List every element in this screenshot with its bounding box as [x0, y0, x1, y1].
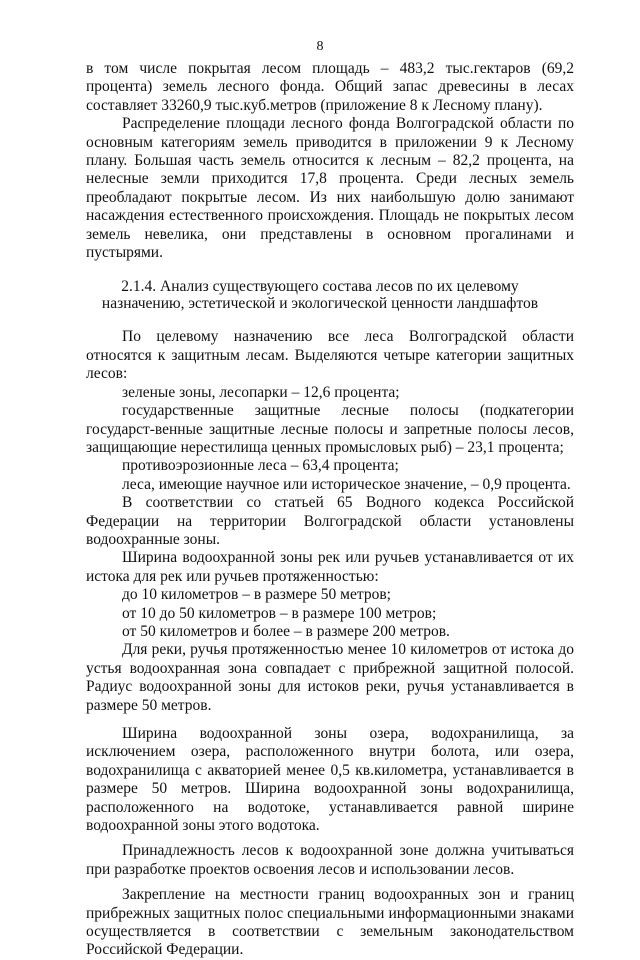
paragraph: По целевому назначению все леса Волгоградской области относятся к защитным лесам. Выделяются четыре категории защитных лесов: [86, 328, 574, 383]
paragraph: Для реки, ручья протяженностью менее 10 километров от истока до устья водоохранная зона совпадает с прибрежной защитной полосой. Радиус водоохранной зоны для истоков реки, ручья устанавливается в размере 50 метров. [86, 641, 574, 714]
paragraph: Ширина водоохранной зоны озера, водохранилища, за исключением озера, расположенного внутри болота, или озера, водохранилища с акваторией менее 0,5 кв.километра, устанавливается в размере 50 метров. Ширина водоохранной зоны водохранилища, расположенного на водотоке, устанавливается равной ширине водоохранной зоны этого водотока. [86, 725, 574, 835]
document-body [86, 60, 574, 960]
list-item: от 10 до 50 километров – в размере 100 метров; [122, 604, 437, 622]
list-item: леса, имеющие научное или историческое значение, – 0,9 процента. [122, 475, 571, 493]
section-heading: 2.1.4. Анализ существующего состава лесов по их целевому назначению, эстетической и экологической ценности ландшафтов [101, 278, 539, 313]
paragraph: Принадлежность лесов к водоохранной зоне должна учитываться при разработке проектов освоения лесов и использовании лесов. [86, 842, 574, 878]
paragraph: Закрепление на местности границ водоохранных зон и границ прибрежных защитных полос специальными информационными знаками осуществляется в соответствии с земельным законодательством Российской Федерации. [86, 886, 574, 959]
paragraph: В соответствии со статьей 65 Водного кодекса Российской Федерации на территории Волгоградской области установлены водоохранные зоны. [86, 494, 574, 548]
list-item: государственные защитные лесные полосы (подкатегории государст-венные защитные лесные полосы и запретные полосы лесов, защищающие нерестилища ценных промысловых рыб) – 23,1 процента; [86, 402, 574, 456]
paragraph: в том числе покрытая лесом площадь – 483,2 тыс.гектаров (69,2 процента) земель лесного фонда. Общий запас древесины в лесах составляет 33260,9 тыс.куб.метров (приложение 8 к Лесному плану). [86, 60, 574, 114]
list-item: зеленые зоны, лесопарки – 12,6 процента; [122, 383, 400, 401]
paragraph: Ширина водоохранной зоны рек или ручьев устанавливается от их истока для рек или ручьев протяженностью: [86, 549, 574, 585]
paragraph: Распределение площади лесного фонда Волгоградской области по основным категориям земель приводится в приложении 9 к Лесному плану. Большая часть земель относится к лесным – 82,2 процента, на нелесные земли приходится 17,8 процента. Среди лесных земель преобладают покрытые лесом. Из них наибольшую долю занимают насаждения естественного происхождения. Площадь не покрытых лесом земель невелика, они представлены в основном прогалинами и пустырями. [86, 115, 574, 262]
list-item: от 50 километров и более – в размере 200 метров. [122, 622, 450, 640]
list-item: до 10 километров – в размере 50 метров; [122, 586, 391, 604]
list-item: противоэрозионные леса – 63,4 процента; [122, 457, 399, 475]
page-number: 8 [316, 39, 324, 54]
